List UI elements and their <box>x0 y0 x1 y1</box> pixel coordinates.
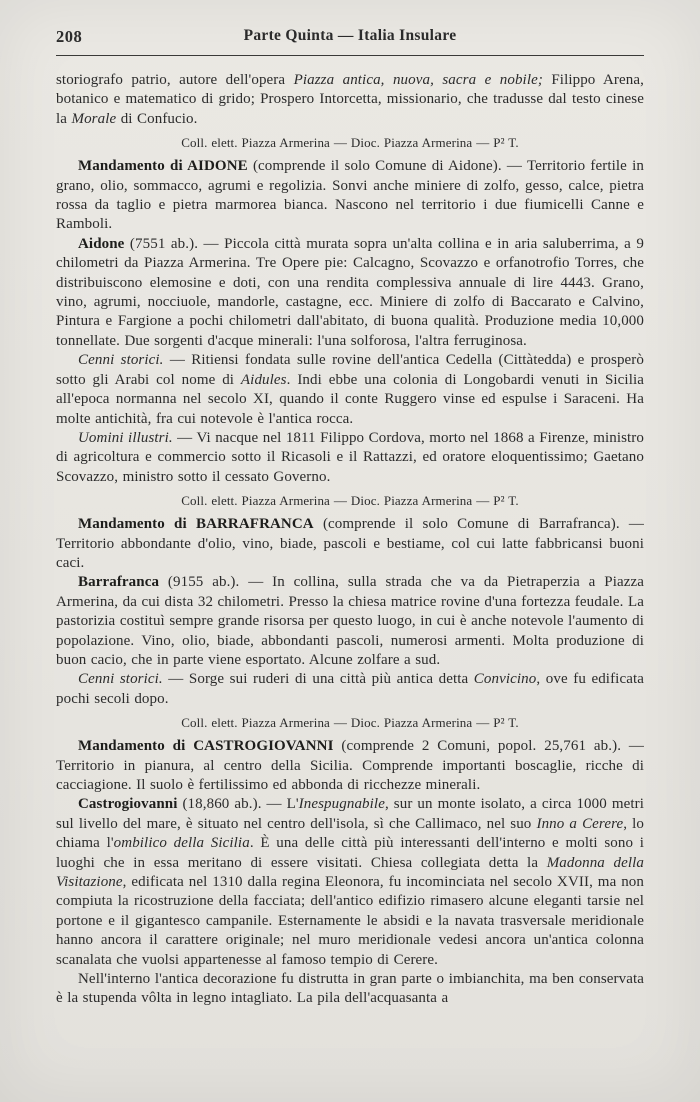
paragraph <box>56 515 644 573</box>
emphasis-bold: Mandamento di CASTROGIOVANNI <box>78 738 334 755</box>
text-run: (7551 ab.). — Piccola città murata sopra un'alta collina e in aria saluberrima, a 9 chilometri da Piazza Armerina. Tre Opere pie: Calcagno, Scovazzo e orfanotrofio Torres, che distribuiscono elemosine e doti, con una rendita complessiva annuale di lire 4443. Grano, vino, agrumi, nocciuole, mandorle, castagne, ecc. Miniere di zolfo di Baccarato e Calvino, Pintura e Fargione a pochi chilometri dall'abitato, di buona qualità. Produzione media 10,000 tonnellate. Due sorgenti d'acque minerali: l'una solforosa, l'altra ferruginosa. <box>56 235 644 349</box>
paragraph <box>56 429 644 487</box>
running-title: Parte Quinta — Italia Insulare <box>243 27 457 44</box>
emphasis-italic: Morale <box>71 110 117 127</box>
text-run: storiografo patrio, autore dell'opera <box>56 72 294 88</box>
emphasis-italic: Madonna della Visitazione <box>56 854 644 891</box>
emphasis-bold: Mandamento di AIDONE <box>78 158 248 175</box>
text-run: , lo chiama l' <box>56 815 644 852</box>
text-run: , ove fu edificata pochi secoli dopo. <box>56 671 644 707</box>
emphasis-bold: Castrogiovanni <box>78 796 178 813</box>
text-run: (18,860 ab.). — L' <box>177 796 299 813</box>
paragraph <box>56 573 644 670</box>
emphasis-italic: Aidules <box>240 371 287 388</box>
text-run: (9155 ab.). — In collina, sulla strada che va da Pietraperzia a Piazza Armerina, da cui dista 32 chilometri. Presso la chiesa matrice rovine d'una fortezza feudale. La pastorizia costituì sempre grande risorsa per questo luogo, in cui è anche notevole l'aumento di popolazione. Vino, olio, biade, abbondanti pascoli, numerosi armenti. Molta produzione di buon cacio, che in parte viene esportato. Alcune zolfare a sud. <box>56 574 644 668</box>
emphasis-italic: Uomini illustri. <box>78 429 173 446</box>
text-run: — Vi nacque nel 1811 Filippo Cordova, morto nel 1868 a Firenze, ministro di agricoltura e commercio sotto il Ricasoli e il Rattazzi, ed oratore eloquentissimo; Gaetano Scovazzo, ministro sotto il cessato Governo. <box>56 429 644 485</box>
emphasis-bold: Barrafranca <box>78 574 160 591</box>
paragraph <box>56 235 644 351</box>
text-run: (comprende 2 Comuni, popol. 25,761 ab.). — Territorio in pianura, al centro della Sicilia. Comprende importanti boscaglie, ricche di cacciagione. Il suolo è fertilissimo ed abbonda di ricchezze minerali. <box>56 738 644 793</box>
text-run: , sur un monte isolato, a circa 1000 metri sul livello del mare, è situato nel centro dell'isola, sì che Callimaco, nel suo <box>56 796 644 832</box>
text-run: (comprende il solo Comune di Barrafranca). — Territorio abbondante d'olio, vino, biade, pascoli e bestiame, col cui latte fabbricansi buoni caci. <box>56 516 645 571</box>
electoral-diocese-note <box>56 714 644 732</box>
text-run: Nell'interno l'antica decorazione fu distrutta in gran parte o imbianchita, ma ben conservata è la stupenda vôlta in legno intagliato. La pila dell'acquasanta a <box>56 971 644 1007</box>
page-header <box>56 27 644 48</box>
emphasis-italic: Piazza antica, nuova, sacra e nobile; <box>293 72 543 88</box>
paragraph <box>56 670 644 709</box>
emphasis-italic: Inno a Cerere <box>536 815 624 832</box>
text-run: , edificata nel 1310 dalla regina Eleonora, fu incominciata nel secolo XVII, ma non compiuta la ricostruzione della facciata; dell'antico edifizio rimasero alcune eleganti tarsie nel portone e il gigantesco campanile. Esternamente le absidi e la navata trasversale meridionale hanno ancora il carattere originale; nel muro meridionale vedesi ancora un'antica colonna scanalata che vuolsi appartenesse al famoso tempio di Cerere. <box>56 874 644 968</box>
paragraph <box>56 970 644 1009</box>
emphasis-bold: Aidone <box>78 235 125 252</box>
emphasis-bold: Mandamento di BARRAFRANCA <box>78 516 314 533</box>
text-run: — Ritiensi fondata sulle rovine dell'antica Cedella (Cittàtedda) e prosperò sotto gli Arabi col nome di <box>56 352 644 388</box>
page-body <box>0 56 700 1009</box>
text-run: Coll. elett. Piazza Armerina — Dioc. Piazza Armerina — P² T. <box>181 135 519 151</box>
paragraph <box>56 157 644 235</box>
page-number: 208 <box>56 27 83 46</box>
paragraph <box>56 351 644 429</box>
text-run: . È una delle città più interessanti dell'interno e molti sono i luoghi che in essa meritano di essere visitati. Chiesa collegiata detta la <box>56 835 644 871</box>
paragraph <box>56 71 644 129</box>
text-run: di Confucio. <box>116 110 198 127</box>
emphasis-italic: Cenni storici. <box>78 671 163 688</box>
text-run: — Sorge sui ruderi di una città più antica detta <box>162 671 474 688</box>
emphasis-italic: Inespugnabile <box>298 796 385 813</box>
text-run: Coll. elett. Piazza Armerina — Dioc. Piazza Armerina — P² T. <box>181 715 519 731</box>
text-run: Filippo Arena, botanico e matematico di grido; Prospero Intorcetta, missionario, che tradusse dal testo cinese la <box>56 72 644 127</box>
electoral-diocese-note <box>56 134 644 152</box>
emphasis-italic: Convicino <box>473 671 537 688</box>
paragraph <box>56 737 644 795</box>
paragraph <box>56 795 644 970</box>
emphasis-italic: Cenni storici. <box>78 352 164 369</box>
electoral-diocese-note <box>56 492 644 510</box>
text-run: . Indi ebbe una colonia di Longobardi venuti in Sicilia all'epoca normanna nel secolo XI, quando il conte Ruggero vinse ed espulse i Saraceni. Ha molte antichità, fra cui notevole è l'antica rocca. <box>56 371 644 427</box>
text-run: Coll. elett. Piazza Armerina — Dioc. Piazza Armerina — P² T. <box>181 493 519 509</box>
emphasis-italic: ombilico della Sicilia <box>113 835 250 852</box>
text-run: (comprende il solo Comune di Aidone). — Territorio fertile in grano, olio, sommacco, agrumi e regolizia. Sonvi anche miniere di zolfo, gesso, calce, pietra rossa da taglio e pietra marmorea bianca. Nascono nel territorio i due fiumicelli Canne e Ramboli. <box>56 158 644 233</box>
